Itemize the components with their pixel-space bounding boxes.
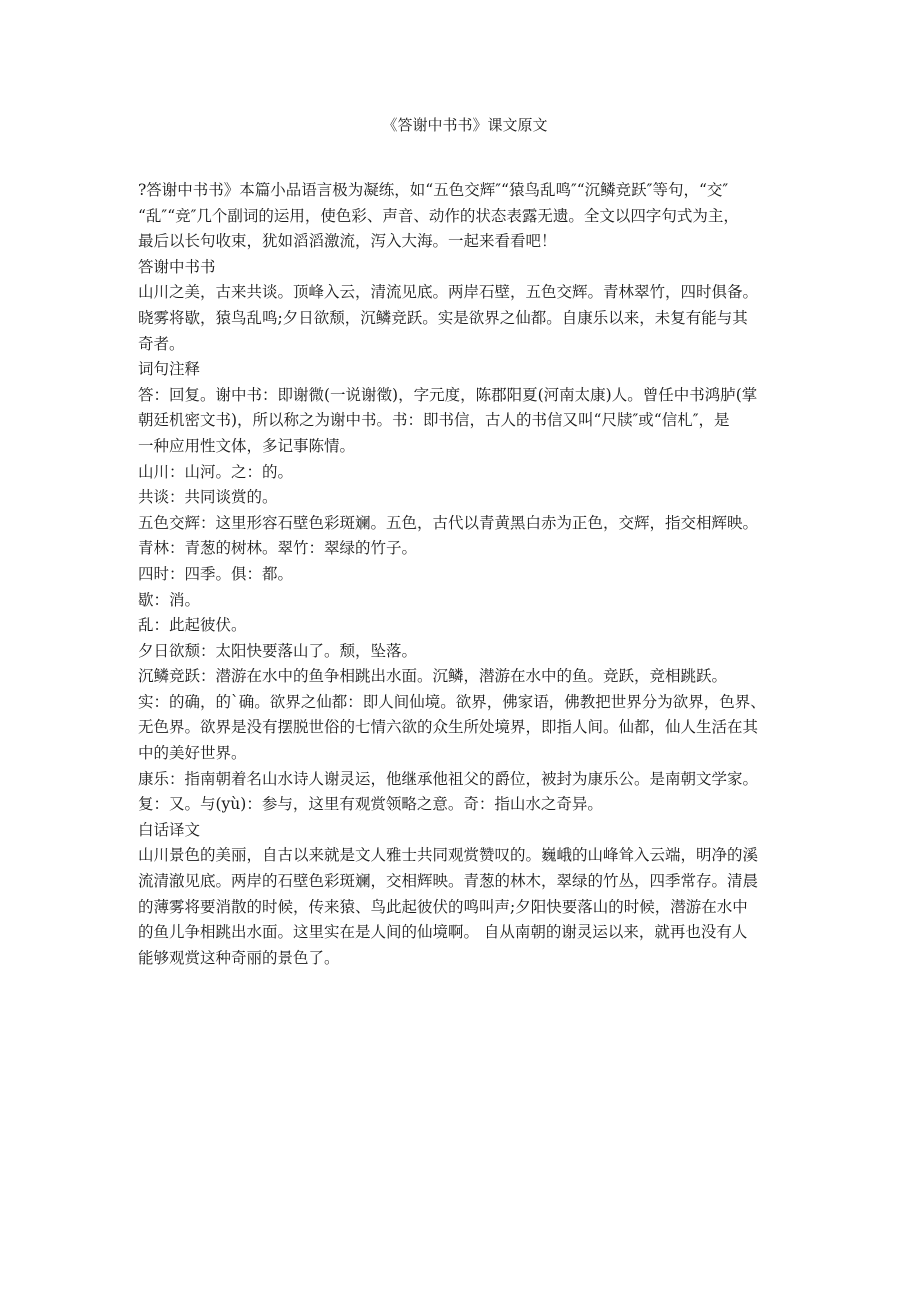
text-line: 中的美好世界。 — [138, 744, 247, 763]
notes-list — [138, 383, 818, 818]
text-line: 无色界。欲界是没有摆脱世俗的七情六欲的众生所处境界，即指人间。仙都，仙人生活在其 — [138, 718, 759, 737]
note-item: 康乐：指南朝着名山水诗人谢灵运，他继承他祖父的爵位，被封为康乐公。是南朝文学家。 — [138, 769, 759, 788]
translation-text — [138, 843, 818, 971]
text-line: 答：回复。谢中书：即谢微(一说谢徵)，字元度，陈郡阳夏(河南太康)人。曾任中书鸿胪(掌 — [138, 385, 758, 404]
note-item: 青林：青葱的树林。翠竹：翠绿的竹子。 — [138, 539, 418, 558]
document-title: 《答谢中书书》课文原文 — [382, 116, 548, 134]
text-line: ?答谢中书书》本篇小品语言极为凝练，如“五色交辉″“猿鸟乱鸣″“沉鳞竞跃″等句，“交″ — [138, 181, 729, 199]
note-item: 夕日欲颓：太阳快要落山了。颓，坠落。 — [138, 641, 418, 660]
text-line: 能够观赏这种奇丽的景色了。 — [138, 948, 340, 967]
original-text — [138, 280, 818, 357]
text-line: 流清澈见底。两岸的石壁色彩斑斓，交相辉映。青葱的林木，翠绿的竹丛，四季常存。清晨 — [138, 872, 759, 891]
text-line: 晓雾将歇，猿鸟乱鸣;夕日欲颓，沉鳞竞跃。实是欲界之仙都。自康乐以来，未复有能与其 — [138, 308, 748, 327]
text-line: 实：的确，的`确。欲界之仙都：即人间仙境。欲界，佛家语，佛教把世界分为欲界，色界、 — [138, 692, 766, 711]
text-line: 一种应用性文体，多记事陈情。 — [138, 436, 356, 455]
note-item: 山川：山河。之：的。 — [138, 462, 294, 481]
note-item: 歇：消。 — [138, 590, 201, 609]
translation-heading: 白话译文 — [138, 820, 201, 839]
text-line: “乱″“竞″几个副词的运用，使色彩、声音、动作的状态表露无遗。全文以四字句式为主， — [138, 206, 739, 225]
notes-heading: 词句注释 — [138, 360, 201, 379]
note-item: 沉鳞竞跃：潜游在水中的鱼争相跳出水面。沉鳞，潜游在水中的鱼。竞跃，竞相跳跃。 — [138, 667, 728, 686]
text-line: 奇者。 — [138, 334, 185, 353]
note-item: 复：又。与(yù)：参与，这里有观赏领略之意。奇：指山水之奇异。 — [138, 795, 603, 814]
document-body — [138, 178, 818, 971]
note-item: 共谈：共同谈赏的。 — [138, 488, 278, 507]
original-heading: 答谢中书书 — [138, 257, 216, 276]
note-item — [138, 690, 818, 767]
text-line: 朝廷机密文书)，所以称之为谢中书。书：即书信，古人的书信又叫“尺牍″或“信札″，是 — [138, 411, 730, 430]
note-item: 乱：此起彼伏。 — [138, 616, 247, 635]
note-item — [138, 383, 818, 460]
text-line: 山川之美，古来共谈。顶峰入云，清流见底。两岸石壁，五色交辉。青林翠竹，四时俱备。 — [138, 283, 759, 302]
intro-paragraph — [138, 178, 818, 255]
note-item: 四时：四季。俱：都。 — [138, 564, 294, 583]
text-line: 最后以长句收束，犹如滔滔激流，泻入大海。一起来看看吧！ — [138, 232, 557, 251]
text-line: 的薄雾将要消散的时候，传来猿、鸟此起彼伏的鸣叫声;夕阳快要落山的时候，潜游在水中 — [138, 897, 748, 916]
text-line: 的鱼儿争相跳出水面。这里实在是人间的仙境啊。 自从南朝的谢灵运以来，就再也没有人 — [138, 923, 748, 942]
text-line: 山川景色的美丽，自古以来就是文人雅士共同观赏赞叹的。巍峨的山峰耸入云端，明净的溪 — [138, 846, 759, 865]
note-item: 五色交辉：这里形容石壁色彩斑斓。五色，古代以青黄黑白赤为正色，交辉，指交相辉映。 — [138, 513, 759, 532]
